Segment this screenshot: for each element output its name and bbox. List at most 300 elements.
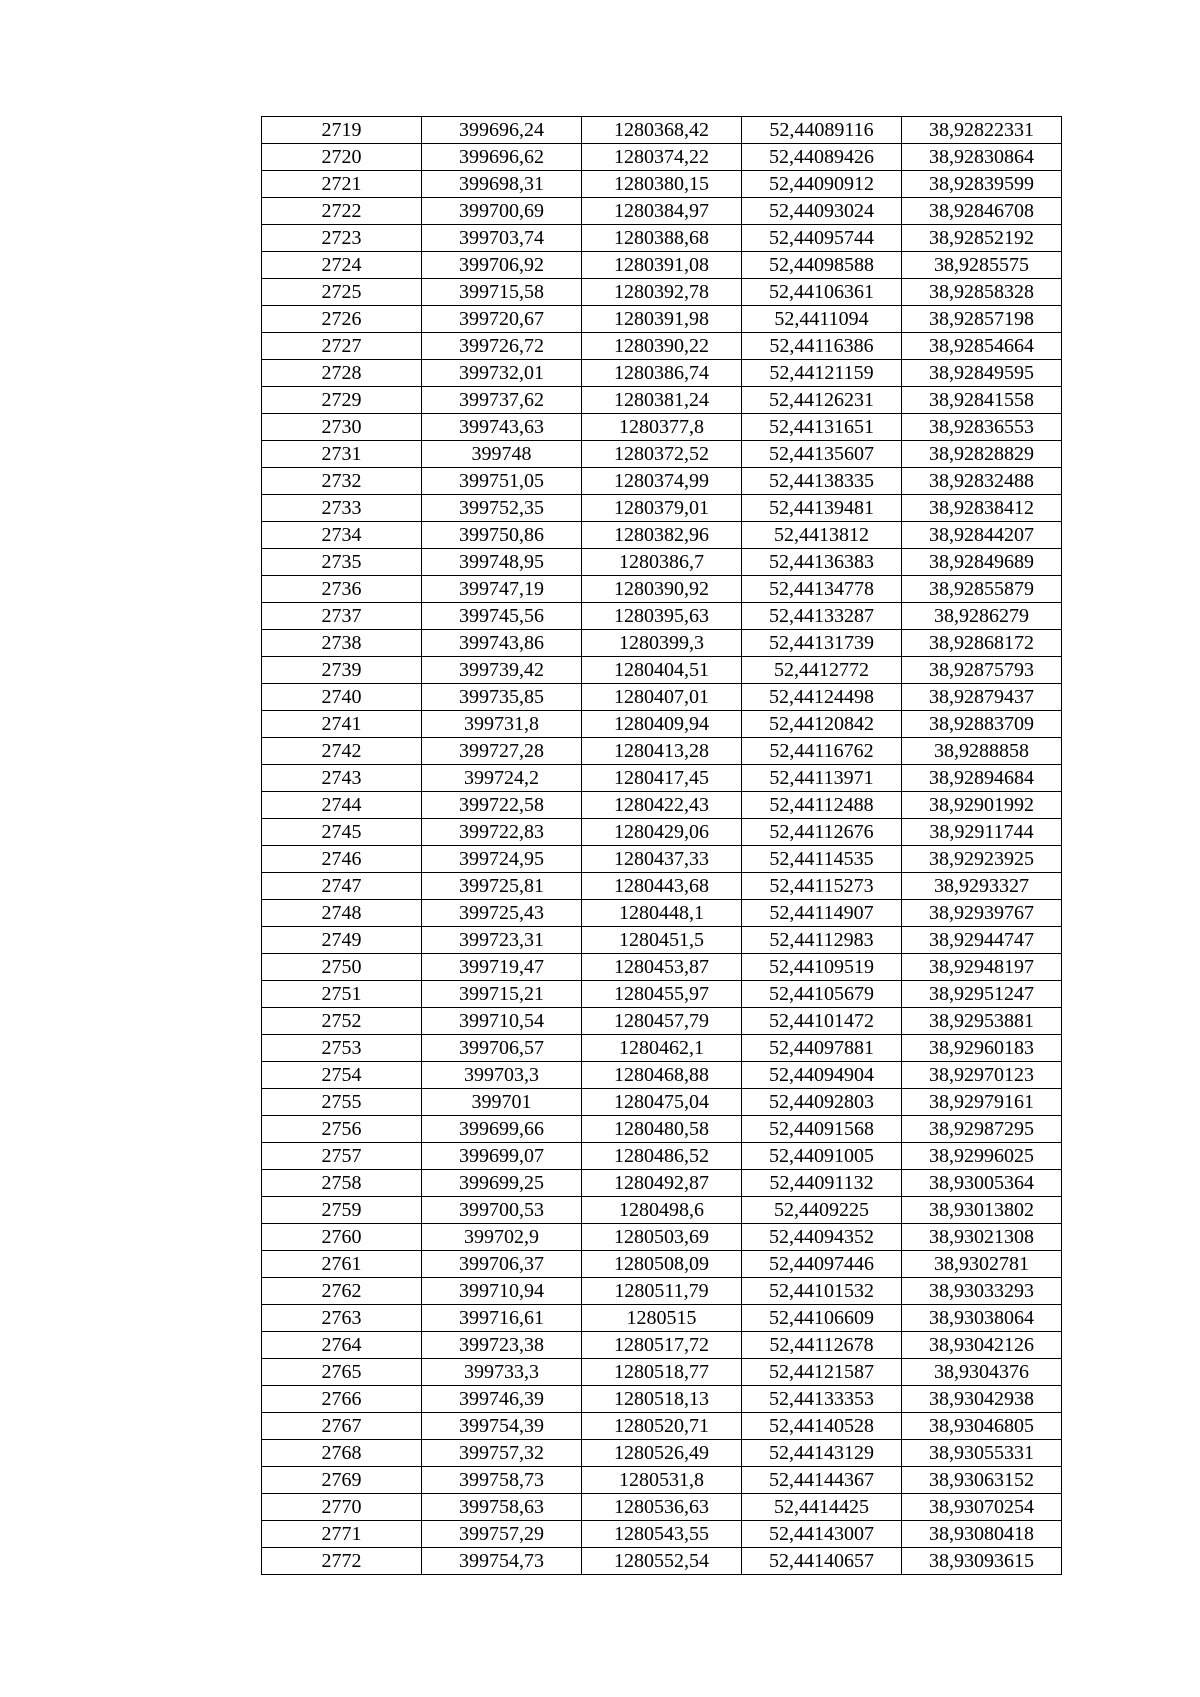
- y-coordinate-cell: 1280391,08: [582, 252, 742, 279]
- point-number-cell: 2722: [262, 198, 422, 225]
- table-row: [262, 1278, 1062, 1305]
- point-number-cell: 2732: [262, 468, 422, 495]
- y-coordinate-cell: 1280395,63: [582, 603, 742, 630]
- longitude-cell: 38,92846708: [902, 198, 1062, 225]
- table-row: [262, 549, 1062, 576]
- longitude-cell: 38,92828829: [902, 441, 1062, 468]
- x-coordinate-cell: 399745,56: [422, 603, 582, 630]
- table-row: [262, 765, 1062, 792]
- y-coordinate-cell: 1280379,01: [582, 495, 742, 522]
- latitude-cell: 52,44134778: [742, 576, 902, 603]
- x-coordinate-cell: 399743,86: [422, 630, 582, 657]
- longitude-cell: 38,92841558: [902, 387, 1062, 414]
- x-coordinate-cell: 399735,85: [422, 684, 582, 711]
- x-coordinate-cell: 399719,47: [422, 954, 582, 981]
- y-coordinate-cell: 1280390,22: [582, 333, 742, 360]
- x-coordinate-cell: 399752,35: [422, 495, 582, 522]
- longitude-cell: 38,92944747: [902, 927, 1062, 954]
- longitude-cell: 38,92953881: [902, 1008, 1062, 1035]
- y-coordinate-cell: 1280368,42: [582, 117, 742, 144]
- latitude-cell: 52,44112676: [742, 819, 902, 846]
- longitude-cell: 38,92939767: [902, 900, 1062, 927]
- longitude-cell: 38,92849689: [902, 549, 1062, 576]
- x-coordinate-cell: 399731,8: [422, 711, 582, 738]
- y-coordinate-cell: 1280377,8: [582, 414, 742, 441]
- point-number-cell: 2771: [262, 1521, 422, 1548]
- point-number-cell: 2765: [262, 1359, 422, 1386]
- x-coordinate-cell: 399722,83: [422, 819, 582, 846]
- table-row: [262, 144, 1062, 171]
- table-row: [262, 279, 1062, 306]
- longitude-cell: 38,93021308: [902, 1224, 1062, 1251]
- y-coordinate-cell: 1280475,04: [582, 1089, 742, 1116]
- point-number-cell: 2749: [262, 927, 422, 954]
- latitude-cell: 52,44115273: [742, 873, 902, 900]
- y-coordinate-cell: 1280543,55: [582, 1521, 742, 1548]
- longitude-cell: 38,93005364: [902, 1170, 1062, 1197]
- latitude-cell: 52,44091132: [742, 1170, 902, 1197]
- table-row: [262, 1521, 1062, 1548]
- x-coordinate-cell: 399722,58: [422, 792, 582, 819]
- y-coordinate-cell: 1280457,79: [582, 1008, 742, 1035]
- x-coordinate-cell: 399698,31: [422, 171, 582, 198]
- x-coordinate-cell: 399757,29: [422, 1521, 582, 1548]
- longitude-cell: 38,9285575: [902, 252, 1062, 279]
- x-coordinate-cell: 399725,43: [422, 900, 582, 927]
- x-coordinate-cell: 399700,53: [422, 1197, 582, 1224]
- point-number-cell: 2745: [262, 819, 422, 846]
- longitude-cell: 38,93042938: [902, 1386, 1062, 1413]
- x-coordinate-cell: 399723,31: [422, 927, 582, 954]
- longitude-cell: 38,92830864: [902, 144, 1062, 171]
- latitude-cell: 52,44105679: [742, 981, 902, 1008]
- longitude-cell: 38,92901992: [902, 792, 1062, 819]
- table-row: [262, 630, 1062, 657]
- longitude-cell: 38,92849595: [902, 360, 1062, 387]
- point-number-cell: 2728: [262, 360, 422, 387]
- x-coordinate-cell: 399715,58: [422, 279, 582, 306]
- longitude-cell: 38,92979161: [902, 1089, 1062, 1116]
- point-number-cell: 2752: [262, 1008, 422, 1035]
- y-coordinate-cell: 1280455,97: [582, 981, 742, 1008]
- x-coordinate-cell: 399716,61: [422, 1305, 582, 1332]
- y-coordinate-cell: 1280409,94: [582, 711, 742, 738]
- latitude-cell: 52,4412772: [742, 657, 902, 684]
- latitude-cell: 52,44116386: [742, 333, 902, 360]
- y-coordinate-cell: 1280407,01: [582, 684, 742, 711]
- latitude-cell: 52,44138335: [742, 468, 902, 495]
- y-coordinate-cell: 1280468,88: [582, 1062, 742, 1089]
- longitude-cell: 38,92879437: [902, 684, 1062, 711]
- longitude-cell: 38,93055331: [902, 1440, 1062, 1467]
- table-row: [262, 657, 1062, 684]
- y-coordinate-cell: 1280480,58: [582, 1116, 742, 1143]
- table-row: [262, 1089, 1062, 1116]
- table-row: [262, 414, 1062, 441]
- latitude-cell: 52,44121159: [742, 360, 902, 387]
- latitude-cell: 52,44092803: [742, 1089, 902, 1116]
- latitude-cell: 52,44091005: [742, 1143, 902, 1170]
- x-coordinate-cell: 399699,07: [422, 1143, 582, 1170]
- latitude-cell: 52,44094352: [742, 1224, 902, 1251]
- x-coordinate-cell: 399739,42: [422, 657, 582, 684]
- table-row: [262, 468, 1062, 495]
- x-coordinate-cell: 399725,81: [422, 873, 582, 900]
- y-coordinate-cell: 1280413,28: [582, 738, 742, 765]
- y-coordinate-cell: 1280382,96: [582, 522, 742, 549]
- table-row: [262, 603, 1062, 630]
- longitude-cell: 38,9302781: [902, 1251, 1062, 1278]
- point-number-cell: 2772: [262, 1548, 422, 1575]
- longitude-cell: 38,93093615: [902, 1548, 1062, 1575]
- point-number-cell: 2740: [262, 684, 422, 711]
- y-coordinate-cell: 1280404,51: [582, 657, 742, 684]
- y-coordinate-cell: 1280518,77: [582, 1359, 742, 1386]
- point-number-cell: 2726: [262, 306, 422, 333]
- x-coordinate-cell: 399703,74: [422, 225, 582, 252]
- y-coordinate-cell: 1280392,78: [582, 279, 742, 306]
- longitude-cell: 38,92857198: [902, 306, 1062, 333]
- table-row: [262, 1062, 1062, 1089]
- longitude-cell: 38,9304376: [902, 1359, 1062, 1386]
- latitude-cell: 52,44112983: [742, 927, 902, 954]
- y-coordinate-cell: 1280391,98: [582, 306, 742, 333]
- latitude-cell: 52,4411094: [742, 306, 902, 333]
- latitude-cell: 52,4414425: [742, 1494, 902, 1521]
- y-coordinate-cell: 1280486,52: [582, 1143, 742, 1170]
- y-coordinate-cell: 1280526,49: [582, 1440, 742, 1467]
- longitude-cell: 38,92832488: [902, 468, 1062, 495]
- x-coordinate-cell: 399699,25: [422, 1170, 582, 1197]
- latitude-cell: 52,44143007: [742, 1521, 902, 1548]
- table-row: [262, 738, 1062, 765]
- point-number-cell: 2757: [262, 1143, 422, 1170]
- table-row: [262, 360, 1062, 387]
- point-number-cell: 2769: [262, 1467, 422, 1494]
- longitude-cell: 38,9286279: [902, 603, 1062, 630]
- longitude-cell: 38,93046805: [902, 1413, 1062, 1440]
- longitude-cell: 38,93033293: [902, 1278, 1062, 1305]
- point-number-cell: 2730: [262, 414, 422, 441]
- point-number-cell: 2719: [262, 117, 422, 144]
- y-coordinate-cell: 1280380,15: [582, 171, 742, 198]
- table-row: [262, 927, 1062, 954]
- y-coordinate-cell: 1280374,22: [582, 144, 742, 171]
- point-number-cell: 2725: [262, 279, 422, 306]
- point-number-cell: 2736: [262, 576, 422, 603]
- point-number-cell: 2727: [262, 333, 422, 360]
- longitude-cell: 38,92858328: [902, 279, 1062, 306]
- longitude-cell: 38,9293327: [902, 873, 1062, 900]
- longitude-cell: 38,9288858: [902, 738, 1062, 765]
- latitude-cell: 52,4413812: [742, 522, 902, 549]
- x-coordinate-cell: 399743,63: [422, 414, 582, 441]
- longitude-cell: 38,92838412: [902, 495, 1062, 522]
- y-coordinate-cell: 1280422,43: [582, 792, 742, 819]
- latitude-cell: 52,44101472: [742, 1008, 902, 1035]
- point-number-cell: 2738: [262, 630, 422, 657]
- y-coordinate-cell: 1280536,63: [582, 1494, 742, 1521]
- table-row: [262, 1008, 1062, 1035]
- longitude-cell: 38,92883709: [902, 711, 1062, 738]
- table-row: [262, 819, 1062, 846]
- point-number-cell: 2747: [262, 873, 422, 900]
- latitude-cell: 52,44133287: [742, 603, 902, 630]
- longitude-cell: 38,93038064: [902, 1305, 1062, 1332]
- latitude-cell: 52,44097446: [742, 1251, 902, 1278]
- x-coordinate-cell: 399699,66: [422, 1116, 582, 1143]
- x-coordinate-cell: 399732,01: [422, 360, 582, 387]
- latitude-cell: 52,44098588: [742, 252, 902, 279]
- x-coordinate-cell: 399758,63: [422, 1494, 582, 1521]
- table-row: [262, 333, 1062, 360]
- x-coordinate-cell: 399733,3: [422, 1359, 582, 1386]
- table-row: [262, 846, 1062, 873]
- point-number-cell: 2770: [262, 1494, 422, 1521]
- y-coordinate-cell: 1280515: [582, 1305, 742, 1332]
- table-row: [262, 711, 1062, 738]
- x-coordinate-cell: 399754,73: [422, 1548, 582, 1575]
- x-coordinate-cell: 399726,72: [422, 333, 582, 360]
- x-coordinate-cell: 399696,62: [422, 144, 582, 171]
- y-coordinate-cell: 1280451,5: [582, 927, 742, 954]
- longitude-cell: 38,92894684: [902, 765, 1062, 792]
- latitude-cell: 52,44143129: [742, 1440, 902, 1467]
- table-row: [262, 900, 1062, 927]
- latitude-cell: 52,44114535: [742, 846, 902, 873]
- table-row: [262, 1467, 1062, 1494]
- table-row: [262, 873, 1062, 900]
- table-row: [262, 1386, 1062, 1413]
- table-row: [262, 1170, 1062, 1197]
- x-coordinate-cell: 399723,38: [422, 1332, 582, 1359]
- point-number-cell: 2724: [262, 252, 422, 279]
- table-row: [262, 1305, 1062, 1332]
- y-coordinate-cell: 1280511,79: [582, 1278, 742, 1305]
- point-number-cell: 2768: [262, 1440, 422, 1467]
- x-coordinate-cell: 399710,54: [422, 1008, 582, 1035]
- y-coordinate-cell: 1280372,52: [582, 441, 742, 468]
- table-row: [262, 441, 1062, 468]
- y-coordinate-cell: 1280384,97: [582, 198, 742, 225]
- x-coordinate-cell: 399720,67: [422, 306, 582, 333]
- point-number-cell: 2720: [262, 144, 422, 171]
- point-number-cell: 2741: [262, 711, 422, 738]
- x-coordinate-cell: 399706,57: [422, 1035, 582, 1062]
- x-coordinate-cell: 399700,69: [422, 198, 582, 225]
- table-row: [262, 576, 1062, 603]
- latitude-cell: 52,44112488: [742, 792, 902, 819]
- longitude-cell: 38,92839599: [902, 171, 1062, 198]
- point-number-cell: 2764: [262, 1332, 422, 1359]
- table-row: [262, 1413, 1062, 1440]
- point-number-cell: 2735: [262, 549, 422, 576]
- point-number-cell: 2760: [262, 1224, 422, 1251]
- y-coordinate-cell: 1280531,8: [582, 1467, 742, 1494]
- point-number-cell: 2754: [262, 1062, 422, 1089]
- point-number-cell: 2733: [262, 495, 422, 522]
- longitude-cell: 38,93080418: [902, 1521, 1062, 1548]
- longitude-cell: 38,92822331: [902, 117, 1062, 144]
- y-coordinate-cell: 1280388,68: [582, 225, 742, 252]
- latitude-cell: 52,4409225: [742, 1197, 902, 1224]
- latitude-cell: 52,44139481: [742, 495, 902, 522]
- longitude-cell: 38,92960183: [902, 1035, 1062, 1062]
- x-coordinate-cell: 399751,05: [422, 468, 582, 495]
- y-coordinate-cell: 1280443,68: [582, 873, 742, 900]
- table-row: [262, 1359, 1062, 1386]
- table-row: [262, 1224, 1062, 1251]
- x-coordinate-cell: 399701: [422, 1089, 582, 1116]
- x-coordinate-cell: 399746,39: [422, 1386, 582, 1413]
- point-number-cell: 2723: [262, 225, 422, 252]
- latitude-cell: 52,44120842: [742, 711, 902, 738]
- point-number-cell: 2721: [262, 171, 422, 198]
- latitude-cell: 52,44133353: [742, 1386, 902, 1413]
- y-coordinate-cell: 1280374,99: [582, 468, 742, 495]
- y-coordinate-cell: 1280386,7: [582, 549, 742, 576]
- table-row: [262, 1548, 1062, 1575]
- latitude-cell: 52,44106361: [742, 279, 902, 306]
- x-coordinate-cell: 399715,21: [422, 981, 582, 1008]
- y-coordinate-cell: 1280520,71: [582, 1413, 742, 1440]
- point-number-cell: 2761: [262, 1251, 422, 1278]
- latitude-cell: 52,44126231: [742, 387, 902, 414]
- table-row: [262, 1035, 1062, 1062]
- point-number-cell: 2729: [262, 387, 422, 414]
- y-coordinate-cell: 1280498,6: [582, 1197, 742, 1224]
- point-number-cell: 2739: [262, 657, 422, 684]
- latitude-cell: 52,44089116: [742, 117, 902, 144]
- point-number-cell: 2762: [262, 1278, 422, 1305]
- latitude-cell: 52,44090912: [742, 171, 902, 198]
- table-row: [262, 1197, 1062, 1224]
- table-row: [262, 1440, 1062, 1467]
- latitude-cell: 52,44095744: [742, 225, 902, 252]
- longitude-cell: 38,93013802: [902, 1197, 1062, 1224]
- point-number-cell: 2734: [262, 522, 422, 549]
- longitude-cell: 38,92844207: [902, 522, 1062, 549]
- point-number-cell: 2751: [262, 981, 422, 1008]
- coordinates-table-body: [262, 117, 1062, 1575]
- x-coordinate-cell: 399710,94: [422, 1278, 582, 1305]
- table-row: [262, 954, 1062, 981]
- x-coordinate-cell: 399748,95: [422, 549, 582, 576]
- x-coordinate-cell: 399754,39: [422, 1413, 582, 1440]
- latitude-cell: 52,44131651: [742, 414, 902, 441]
- latitude-cell: 52,44094904: [742, 1062, 902, 1089]
- latitude-cell: 52,44136383: [742, 549, 902, 576]
- table-row: [262, 495, 1062, 522]
- table-row: [262, 1332, 1062, 1359]
- x-coordinate-cell: 399727,28: [422, 738, 582, 765]
- longitude-cell: 38,93070254: [902, 1494, 1062, 1521]
- y-coordinate-cell: 1280503,69: [582, 1224, 742, 1251]
- x-coordinate-cell: 399737,62: [422, 387, 582, 414]
- point-number-cell: 2742: [262, 738, 422, 765]
- table-row: [262, 117, 1062, 144]
- x-coordinate-cell: 399758,73: [422, 1467, 582, 1494]
- longitude-cell: 38,92868172: [902, 630, 1062, 657]
- y-coordinate-cell: 1280448,1: [582, 900, 742, 927]
- point-number-cell: 2767: [262, 1413, 422, 1440]
- table-row: [262, 981, 1062, 1008]
- y-coordinate-cell: 1280381,24: [582, 387, 742, 414]
- latitude-cell: 52,44140528: [742, 1413, 902, 1440]
- longitude-cell: 38,92836553: [902, 414, 1062, 441]
- table-row: [262, 1143, 1062, 1170]
- y-coordinate-cell: 1280552,54: [582, 1548, 742, 1575]
- table-row: [262, 171, 1062, 198]
- y-coordinate-cell: 1280517,72: [582, 1332, 742, 1359]
- y-coordinate-cell: 1280386,74: [582, 360, 742, 387]
- latitude-cell: 52,44131739: [742, 630, 902, 657]
- point-number-cell: 2746: [262, 846, 422, 873]
- x-coordinate-cell: 399702,9: [422, 1224, 582, 1251]
- longitude-cell: 38,92951247: [902, 981, 1062, 1008]
- y-coordinate-cell: 1280453,87: [582, 954, 742, 981]
- longitude-cell: 38,92996025: [902, 1143, 1062, 1170]
- x-coordinate-cell: 399706,92: [422, 252, 582, 279]
- latitude-cell: 52,44140657: [742, 1548, 902, 1575]
- point-number-cell: 2743: [262, 765, 422, 792]
- latitude-cell: 52,44091568: [742, 1116, 902, 1143]
- point-number-cell: 2758: [262, 1170, 422, 1197]
- x-coordinate-cell: 399696,24: [422, 117, 582, 144]
- point-number-cell: 2756: [262, 1116, 422, 1143]
- table-row: [262, 387, 1062, 414]
- y-coordinate-cell: 1280390,92: [582, 576, 742, 603]
- table-row: [262, 1251, 1062, 1278]
- latitude-cell: 52,44093024: [742, 198, 902, 225]
- point-number-cell: 2763: [262, 1305, 422, 1332]
- latitude-cell: 52,44116762: [742, 738, 902, 765]
- latitude-cell: 52,44121587: [742, 1359, 902, 1386]
- table-row: [262, 522, 1062, 549]
- latitude-cell: 52,44144367: [742, 1467, 902, 1494]
- point-number-cell: 2750: [262, 954, 422, 981]
- x-coordinate-cell: 399724,95: [422, 846, 582, 873]
- x-coordinate-cell: 399747,19: [422, 576, 582, 603]
- y-coordinate-cell: 1280399,3: [582, 630, 742, 657]
- point-number-cell: 2759: [262, 1197, 422, 1224]
- point-number-cell: 2737: [262, 603, 422, 630]
- latitude-cell: 52,44124498: [742, 684, 902, 711]
- latitude-cell: 52,44113971: [742, 765, 902, 792]
- y-coordinate-cell: 1280437,33: [582, 846, 742, 873]
- point-number-cell: 2731: [262, 441, 422, 468]
- y-coordinate-cell: 1280492,87: [582, 1170, 742, 1197]
- longitude-cell: 38,92970123: [902, 1062, 1062, 1089]
- table-row: [262, 1494, 1062, 1521]
- longitude-cell: 38,92948197: [902, 954, 1062, 981]
- longitude-cell: 38,92855879: [902, 576, 1062, 603]
- point-number-cell: 2744: [262, 792, 422, 819]
- x-coordinate-cell: 399703,3: [422, 1062, 582, 1089]
- longitude-cell: 38,92854664: [902, 333, 1062, 360]
- point-number-cell: 2753: [262, 1035, 422, 1062]
- latitude-cell: 52,44101532: [742, 1278, 902, 1305]
- point-number-cell: 2766: [262, 1386, 422, 1413]
- table-row: [262, 252, 1062, 279]
- table-row: [262, 225, 1062, 252]
- y-coordinate-cell: 1280462,1: [582, 1035, 742, 1062]
- latitude-cell: 52,44114907: [742, 900, 902, 927]
- table-row: [262, 1116, 1062, 1143]
- latitude-cell: 52,44106609: [742, 1305, 902, 1332]
- longitude-cell: 38,93042126: [902, 1332, 1062, 1359]
- y-coordinate-cell: 1280518,13: [582, 1386, 742, 1413]
